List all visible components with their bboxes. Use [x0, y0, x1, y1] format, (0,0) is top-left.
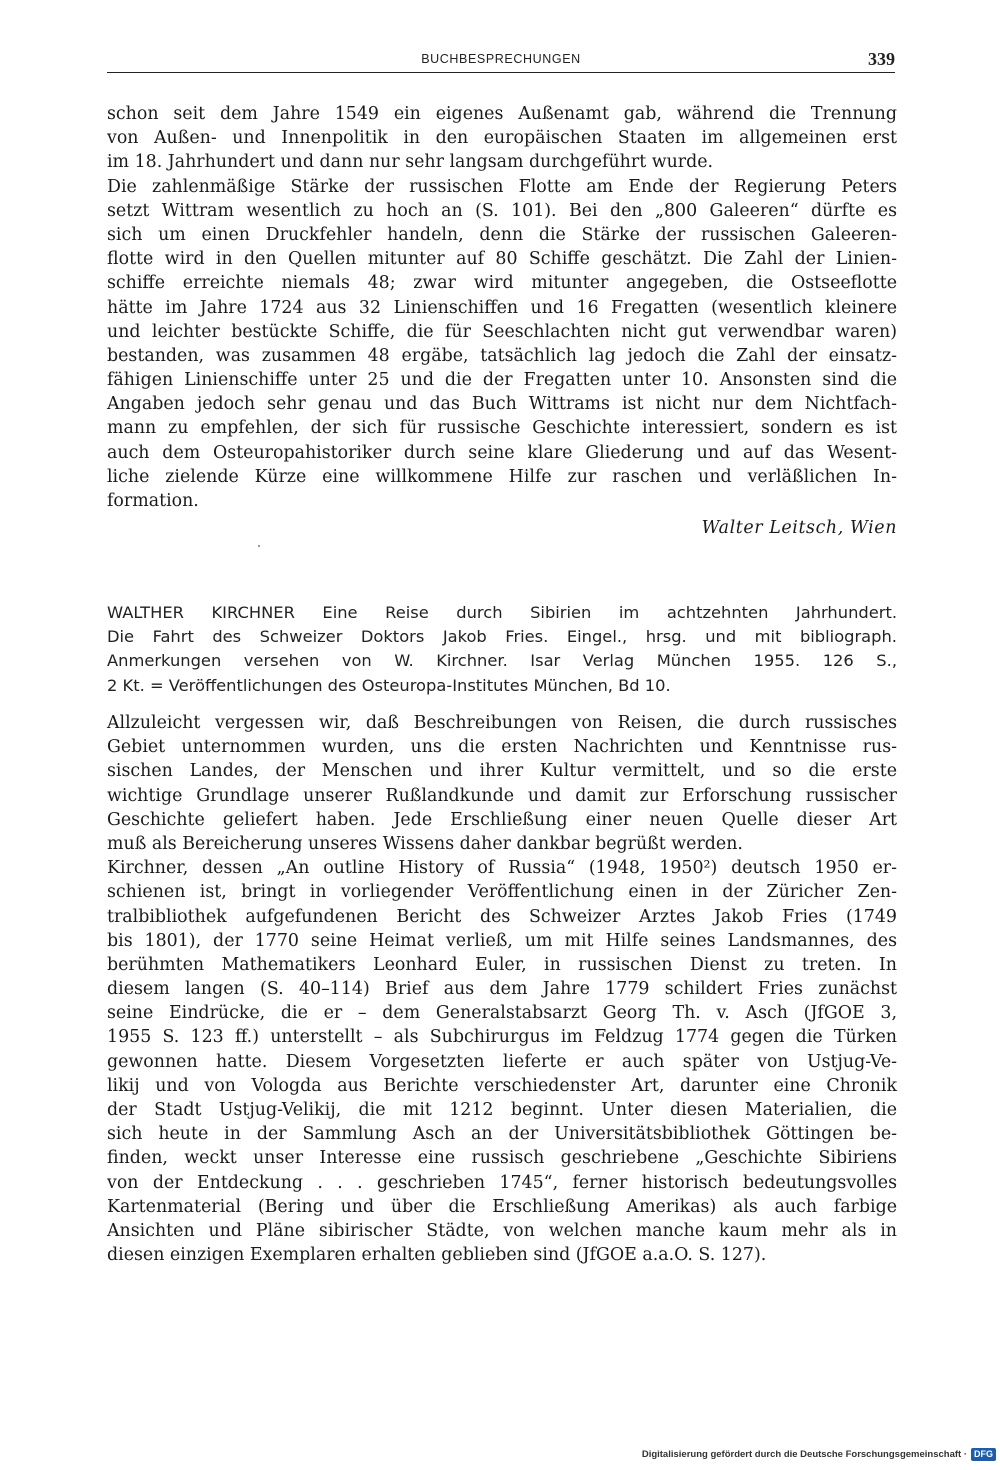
- bibliographic-entry: [107, 601, 897, 698]
- paragraph-line: der Stadt Ustjug-Velikij, die mit 1212 beginnt. Unter diesen Materialien, die: [107, 1100, 897, 1120]
- paragraph-line: Allzuleicht vergessen wir, daß Beschreibungen von Reisen, die durch russisches: [107, 713, 897, 733]
- paragraph-line: fähigen Linienschiffe unter 25 und die der Fregatten unter 10. Ansonsten sind die: [107, 370, 897, 391]
- bibliography-line: WALTHER KIRCHNER Eine Reise durch Sibirien im achtzehnten Jahrhundert.: [107, 603, 897, 622]
- paragraph-line: wichtige Grundlage unserer Rußlandkunde und damit zur Erforschung russischer: [107, 785, 897, 806]
- paragraph-line: Angaben jedoch sehr genau und das Buch Wittrams ist nicht nur dem Nichtfach-: [107, 394, 897, 415]
- paragraph-line: im 18. Jahrhundert und dann nur sehr langsam durchgeführt wurde.: [107, 152, 714, 173]
- paragraph-line: bis 1801), der 1770 seine Heimat verließ, um mit Hilfe seines Landsmannes, des: [107, 930, 897, 951]
- paragraph-line: Gebiet unternommen wurden, uns die ersten Nachrichten und Kenntnisse rus-: [107, 737, 897, 758]
- running-head: BUCHBESPRECHUNGEN: [421, 52, 581, 66]
- bibliography-line: Anmerkungen versehen von W. Kirchner. Isar Verlag München 1955. 126 S.,: [107, 651, 897, 671]
- paragraph-line: gewonnen hatte. Diesem Vorgesetzten lieferte er auch später von Ustjug-Ve-: [107, 1051, 897, 1072]
- paragraph-line: sich heute in der Sammlung Asch an der Universitätsbibliothek Göttingen be-: [107, 1124, 897, 1145]
- paragraph-line: Die zahlenmäßige Stärke der russischen Flotte am Ende der Regierung Peters: [107, 176, 897, 197]
- paragraph-line: formation.: [107, 491, 199, 511]
- scan-speck: [258, 545, 260, 547]
- paragraph-line: schiffe erreichte niemals 48; zwar wird mitunter angegeben, die Ostseeflotte: [107, 273, 897, 294]
- paragraph-line: flotte wird in den Quellen mitunter auf 80 Schiffe geschätzt. Die Zahl der Linien-: [107, 249, 897, 270]
- funding-note: Digitalisierung gefördert durch die Deutsche Forschungsgemeinschaft ·: [641, 1449, 967, 1460]
- paragraph-line: von Außen- und Innenpolitik in den europäischen Staaten im allgemeinen erst: [107, 128, 897, 149]
- paragraph-line: finden, weckt unser Interesse eine russisch geschriebene „Geschichte Sibiriens: [107, 1148, 897, 1169]
- review-2-body: [107, 711, 897, 1267]
- paragraph-line: Geschichte geliefert haben. Jede Erschließung einer neuen Quelle dieser Art: [107, 809, 897, 830]
- paragraph-line: Kartenmaterial (Bering und über die Erschließung Amerikas) als auch farbige: [107, 1196, 897, 1217]
- paragraph-line: Kirchner, dessen „An outline History of Russia“ (1948, 1950²) deutsch 1950 er-: [107, 858, 897, 879]
- paragraph-line: diesem langen (S. 40–114) Brief aus dem Jahre 1779 schildert Fries zunächst: [107, 979, 897, 1000]
- paragraph-line: auch dem Osteuropahistoriker durch seine klare Gliederung und auf das Wesent-: [107, 442, 897, 463]
- page-header: [107, 50, 895, 73]
- paragraph-line: Ansichten und Pläne sibirischer Städte, von welchen manche kaum mehr als in: [107, 1220, 897, 1241]
- paragraph-line: berühmten Mathematikers Leonhard Euler, in russischen Dienst zu treten. In: [107, 954, 897, 975]
- paragraph-line: mann zu empfehlen, der sich für russische Geschichte interessiert, sondern es ist: [107, 418, 897, 439]
- review-1-body: [107, 102, 897, 513]
- paragraph-line: bestanden, was zusammen 48 ergäbe, tatsächlich lag jedoch die Zahl der einsatz-: [107, 345, 897, 366]
- digitization-footer: [642, 1448, 996, 1461]
- paragraph-line: schienen ist, bringt in vorliegender Veröffentlichung einen in der Züricher Zen-: [107, 882, 897, 903]
- bibliography-line: Die Fahrt des Schweizer Doktors Jakob Fries. Eingel., hrsg. und mit bibliograph.: [107, 627, 897, 647]
- paragraph-line: seine Eindrücke, die er – dem Generalstabsarzt Georg Th. v. Asch (JfGOE 3,: [107, 1003, 897, 1024]
- paragraph-line: diesen einzigen Exemplaren erhalten geblieben sind (JfGOE a.a.O. S. 127).: [107, 1245, 767, 1266]
- paragraph-line: und leichter bestückte Schiffe, die für Seeschlachten nicht gut verwendbar waren): [107, 321, 897, 342]
- paragraph-line: sich um einen Druckfehler handeln, denn die Stärke der russischen Galeeren-: [107, 224, 897, 245]
- paragraph-line: muß als Bereicherung unseres Wissens daher dankbar begrüßt werden.: [107, 833, 743, 854]
- review-signature: Walter Leitsch, Wien: [701, 518, 897, 538]
- paragraph-line: likij und von Vologda aus Berichte verschiedenster Art, darunter eine Chronik: [107, 1075, 897, 1096]
- paragraph-line: liche zielende Kürze eine willkommene Hilfe zur raschen und verläßlichen In-: [107, 466, 897, 487]
- bibliography-line: 2 Kt. = Veröffentlichungen des Osteuropa-Institutes München, Bd 10.: [107, 675, 671, 695]
- paragraph-line: 1955 S. 123 ff.) unterstellt – als Subchirurgus im Feldzug 1774 gegen die Türken: [107, 1027, 897, 1048]
- paragraph-line: tralbibliothek aufgefundenen Bericht des Schweizer Arztes Jakob Fries (1749: [107, 906, 897, 927]
- dfg-logo-icon: DFG: [971, 1448, 996, 1461]
- paragraph-line: von der Entdeckung . . . geschrieben 1745“, ferner historisch bedeutungsvolles: [107, 1172, 897, 1193]
- paragraph-line: schon seit dem Jahre 1549 ein eigenes Außenamt gab, während die Trennung: [107, 104, 897, 124]
- paragraph-line: setzt Wittram wesentlich zu hoch an (S. 101). Bei den „800 Galeeren“ dürfte es: [107, 200, 897, 221]
- paragraph-line: hätte im Jahre 1724 aus 32 Linienschiffen und 16 Fregatten (wesentlich kleinere: [107, 297, 897, 318]
- paragraph-line: sischen Landes, der Menschen und ihrer Kultur vermittelt, und so die erste: [107, 761, 897, 782]
- page-number: 339: [868, 49, 895, 69]
